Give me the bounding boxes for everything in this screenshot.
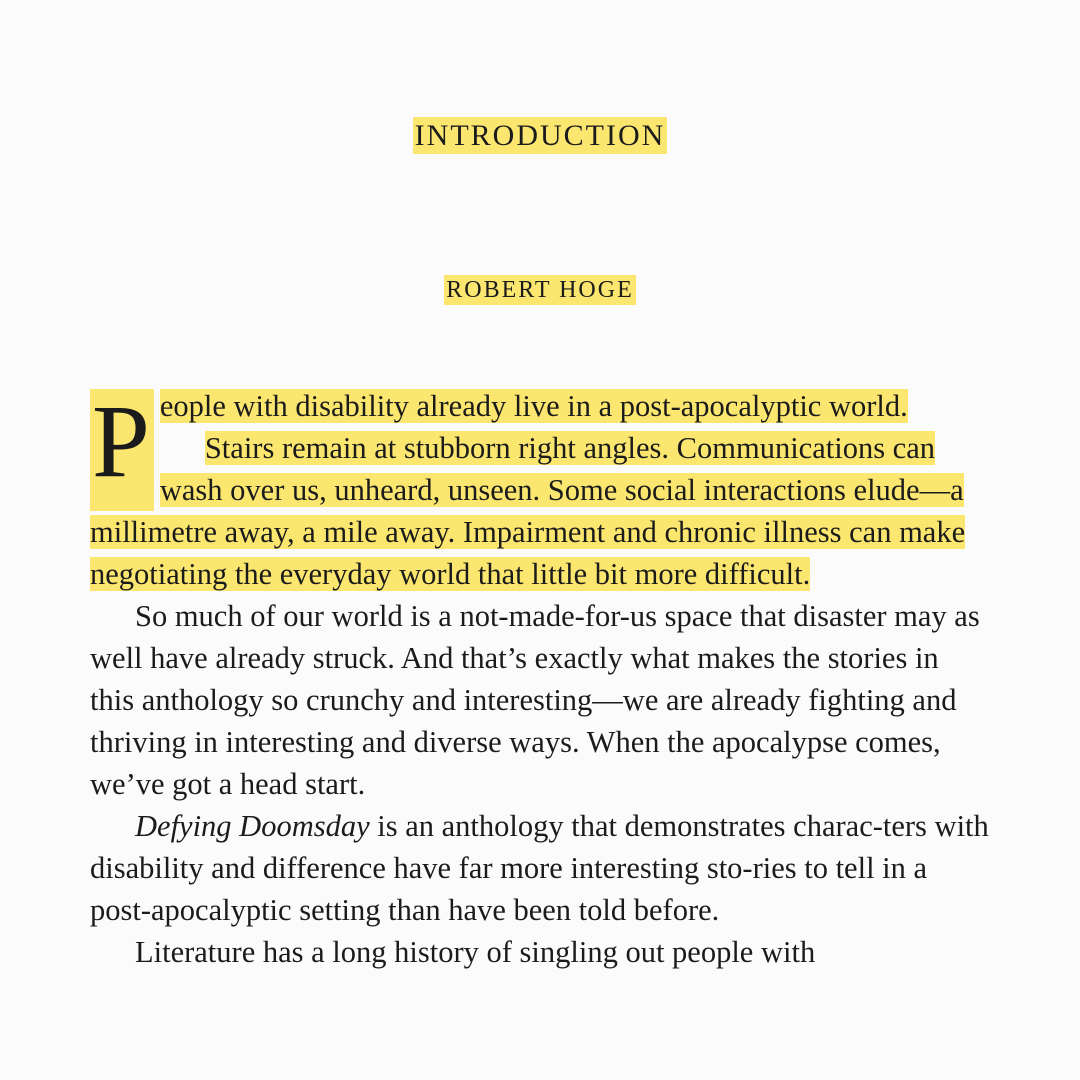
paragraph-3-text[interactable]: So much of our world is a not-made-for-us space that disaster may as well have already struck. And that’s exactly what makes the stories in this anthology so crunchy and interesting—we are already fighting and thriving in interesting and diverse ways. When the apocalypse comes, we’ve got a head start. (90, 599, 980, 801)
chapter-title-text[interactable]: INTRODUCTION (414, 119, 666, 152)
body-text (90, 385, 990, 973)
drop-cap[interactable]: P (90, 389, 154, 511)
chapter-title (0, 114, 1080, 158)
paragraph-4 (90, 805, 990, 931)
paragraph-5 (90, 931, 990, 973)
chapter-author (0, 272, 1080, 308)
book-title-italic[interactable]: Defying Doomsday (135, 809, 370, 843)
paragraph-3 (90, 595, 990, 805)
paragraph-2 (90, 427, 990, 595)
paragraph-4-text[interactable]: is an anthology that demonstrates charac-ters with disability and difference have far more interesting sto-ries to tell in a post-apocalyptic setting than have been told before. (90, 809, 989, 927)
paragraph-1-text[interactable]: eople with disability already live in a post-apocalyptic world. (159, 389, 908, 423)
paragraph-1 (90, 384, 990, 499)
paragraph-2-text[interactable]: Stairs remain at stubborn right angles. Communications can wash over us, unheard, unseen. Some social interactions elude—a millimetre away, a mile away. Impairment and chronic illness can make negotiating the everyday world that little bit more difficult. (90, 431, 966, 591)
paragraph-5-text[interactable]: Literature has a long history of singling out people with (135, 935, 816, 969)
author-name[interactable]: ROBERT HOGE (446, 277, 634, 303)
